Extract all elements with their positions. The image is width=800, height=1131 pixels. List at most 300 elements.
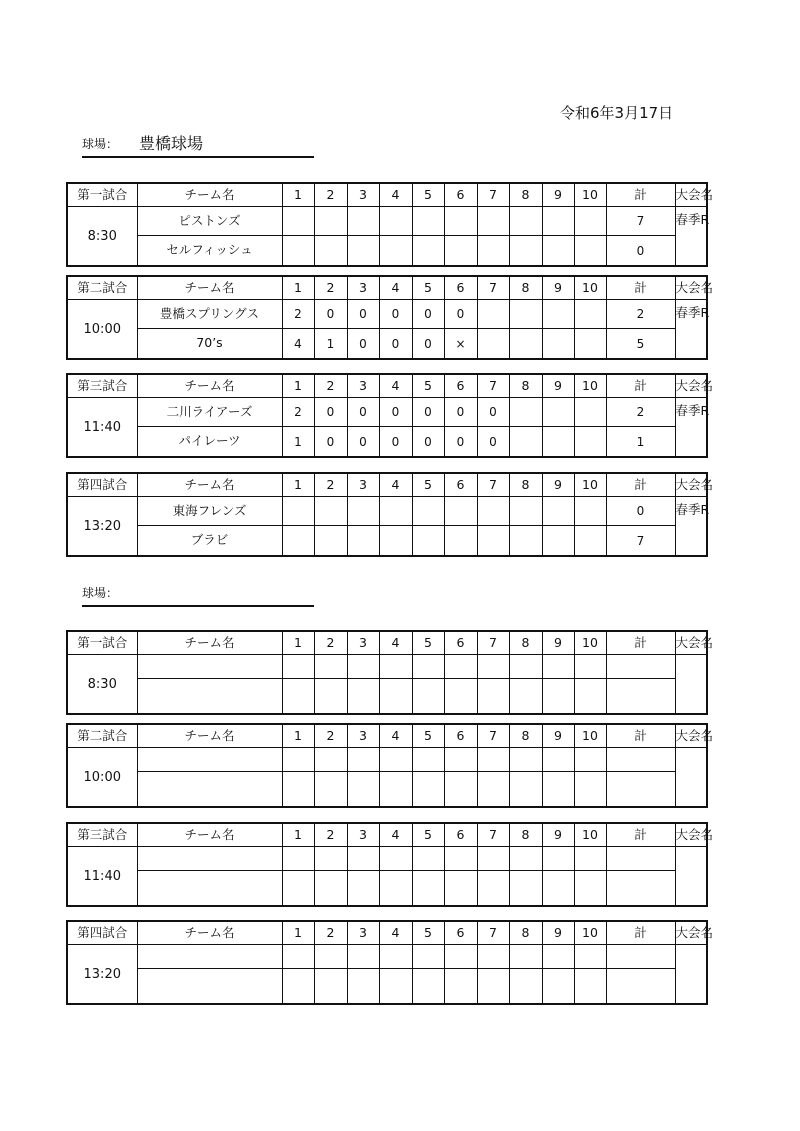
inning-score [542, 945, 574, 969]
team-row [67, 655, 707, 679]
inning-score [282, 655, 314, 679]
team-row [67, 847, 707, 871]
inning-score: 0 [347, 398, 379, 427]
inning-header: 7 [477, 473, 509, 497]
inning-score [574, 300, 606, 329]
inning-score [574, 497, 606, 526]
team-name: ピストンズ [137, 207, 282, 236]
inning-header: 5 [412, 183, 444, 207]
team-column-header: チーム名 [137, 183, 282, 207]
total-score: 7 [606, 526, 675, 556]
inning-score [574, 329, 606, 359]
inning-score [314, 968, 347, 1004]
inning-score [509, 771, 542, 807]
game-time: 8:30 [67, 207, 137, 267]
inning-score: 1 [282, 427, 314, 457]
game-number: 第一試合 [67, 631, 137, 655]
inning-header: 2 [314, 724, 347, 748]
inning-header: 2 [314, 183, 347, 207]
team-row [67, 945, 707, 969]
inning-score [574, 945, 606, 969]
total-score [606, 870, 675, 906]
tournament-header: 大会名 [675, 823, 707, 847]
inning-score [509, 236, 542, 266]
inning-header: 5 [412, 724, 444, 748]
inning-score: 2 [282, 300, 314, 329]
inning-header: 6 [444, 276, 477, 300]
inning-score [347, 655, 379, 679]
inning-score [412, 847, 444, 871]
inning-header: 8 [509, 724, 542, 748]
total-header: 計 [606, 374, 675, 398]
inning-score [509, 427, 542, 457]
inning-score [542, 398, 574, 427]
inning-score [542, 329, 574, 359]
venue-2 [82, 583, 314, 607]
inning-header: 5 [412, 823, 444, 847]
team-row [67, 236, 707, 266]
inning-score [509, 207, 542, 236]
inning-score [542, 427, 574, 457]
inning-score: 0 [379, 427, 412, 457]
game-time: 13:20 [67, 945, 137, 1005]
inning-score [477, 870, 509, 906]
inning-score [379, 945, 412, 969]
inning-score: 1 [314, 329, 347, 359]
inning-score [314, 236, 347, 266]
tournament-header: 大会名 [675, 374, 707, 398]
inning-score [444, 771, 477, 807]
inning-score: 4 [282, 329, 314, 359]
inning-score [509, 870, 542, 906]
inning-header: 6 [444, 473, 477, 497]
header-row [67, 374, 707, 398]
total-header: 計 [606, 631, 675, 655]
inning-header: 7 [477, 631, 509, 655]
inning-header: 1 [282, 921, 314, 945]
scoreboard-table [66, 472, 714, 557]
game-time: 11:40 [67, 398, 137, 458]
team-column-header: チーム名 [137, 374, 282, 398]
inning-header: 6 [444, 183, 477, 207]
inning-score [379, 771, 412, 807]
team-name [137, 847, 282, 871]
inning-score: 0 [412, 427, 444, 457]
inning-score [509, 329, 542, 359]
inning-header: 5 [412, 921, 444, 945]
inning-score [509, 655, 542, 679]
inning-score [542, 526, 574, 556]
inning-header: 8 [509, 631, 542, 655]
inning-header: 1 [282, 374, 314, 398]
inning-header: 4 [379, 631, 412, 655]
inning-score [477, 207, 509, 236]
inning-header: 10 [574, 823, 606, 847]
inning-score [574, 748, 606, 772]
inning-score [347, 207, 379, 236]
game-time: 10:00 [67, 748, 137, 808]
inning-score [542, 655, 574, 679]
inning-score [282, 847, 314, 871]
game-time: 10:00 [67, 300, 137, 360]
inning-score [347, 526, 379, 556]
inning-score [379, 497, 412, 526]
inning-score [542, 497, 574, 526]
tournament-name [675, 847, 707, 907]
inning-header: 10 [574, 631, 606, 655]
inning-score [314, 870, 347, 906]
inning-score [314, 526, 347, 556]
inning-score [282, 236, 314, 266]
inning-header: 9 [542, 631, 574, 655]
inning-score [379, 655, 412, 679]
inning-score [477, 748, 509, 772]
scoreboard-table [66, 920, 714, 1005]
venue-1 [82, 134, 314, 158]
inning-score [444, 870, 477, 906]
tournament-header: 大会名 [675, 921, 707, 945]
inning-score [477, 968, 509, 1004]
inning-score [347, 678, 379, 714]
team-row [67, 526, 707, 556]
inning-score [412, 526, 444, 556]
inning-header: 6 [444, 374, 477, 398]
total-header: 計 [606, 473, 675, 497]
venue-label: 球場： [82, 586, 119, 600]
inning-score [477, 655, 509, 679]
inning-score [477, 329, 509, 359]
inning-header: 3 [347, 631, 379, 655]
inning-score [412, 678, 444, 714]
inning-header: 6 [444, 921, 477, 945]
inning-score [444, 847, 477, 871]
inning-score [282, 207, 314, 236]
game-number: 第二試合 [67, 276, 137, 300]
game-time: 11:40 [67, 847, 137, 907]
team-row [67, 497, 707, 526]
inning-header: 6 [444, 823, 477, 847]
inning-score [509, 847, 542, 871]
inning-header: 4 [379, 823, 412, 847]
total-header: 計 [606, 921, 675, 945]
game-number: 第二試合 [67, 724, 137, 748]
inning-header: 8 [509, 183, 542, 207]
team-name: 二川ライアーズ [137, 398, 282, 427]
team-name [137, 655, 282, 679]
team-name: 豊橋スプリングス [137, 300, 282, 329]
team-name [137, 945, 282, 969]
inning-score [444, 655, 477, 679]
tournament-name: 春季R [675, 300, 707, 360]
inning-header: 4 [379, 183, 412, 207]
inning-score [542, 968, 574, 1004]
inning-header: 3 [347, 473, 379, 497]
inning-score: 0 [444, 300, 477, 329]
inning-score [509, 526, 542, 556]
inning-score: 2 [282, 398, 314, 427]
venue-name: 豊橋球場 [139, 134, 204, 153]
header-row [67, 631, 707, 655]
inning-score [314, 497, 347, 526]
inning-header: 7 [477, 374, 509, 398]
total-score: 0 [606, 236, 675, 266]
inning-score [282, 497, 314, 526]
inning-score [412, 771, 444, 807]
inning-header: 3 [347, 823, 379, 847]
inning-header: 7 [477, 921, 509, 945]
total-score: 7 [606, 207, 675, 236]
inning-score [574, 678, 606, 714]
inning-score [314, 771, 347, 807]
team-name [137, 748, 282, 772]
inning-header: 3 [347, 374, 379, 398]
inning-header: 4 [379, 374, 412, 398]
tournament-name: 春季R [675, 398, 707, 458]
tournament-header: 大会名 [675, 631, 707, 655]
inning-score [379, 207, 412, 236]
team-column-header: チーム名 [137, 473, 282, 497]
team-name [137, 870, 282, 906]
total-header: 計 [606, 823, 675, 847]
inning-header: 1 [282, 276, 314, 300]
inning-score [347, 945, 379, 969]
team-column-header: チーム名 [137, 631, 282, 655]
inning-score [282, 945, 314, 969]
header-row [67, 724, 707, 748]
inning-score [379, 678, 412, 714]
inning-score [542, 678, 574, 714]
tournament-header: 大会名 [675, 276, 707, 300]
inning-header: 6 [444, 724, 477, 748]
inning-score [444, 497, 477, 526]
game-number: 第四試合 [67, 473, 137, 497]
team-column-header: チーム名 [137, 724, 282, 748]
game-number: 第三試合 [67, 374, 137, 398]
inning-score [477, 300, 509, 329]
inning-score [574, 655, 606, 679]
game-number: 第四試合 [67, 921, 137, 945]
inning-header: 1 [282, 473, 314, 497]
inning-score [347, 847, 379, 871]
tournament-header: 大会名 [675, 183, 707, 207]
inning-score [379, 847, 412, 871]
inning-header: 9 [542, 374, 574, 398]
inning-score [574, 398, 606, 427]
inning-header: 9 [542, 183, 574, 207]
inning-score [574, 526, 606, 556]
scoreboard-table [66, 723, 714, 808]
inning-score [379, 526, 412, 556]
inning-score [574, 968, 606, 1004]
inning-header: 10 [574, 183, 606, 207]
team-name: セルフィッシュ [137, 236, 282, 266]
inning-score [412, 748, 444, 772]
inning-score [542, 870, 574, 906]
inning-score: 0 [379, 300, 412, 329]
scoreboard-table [66, 275, 714, 360]
inning-score [347, 968, 379, 1004]
inning-score: 0 [379, 329, 412, 359]
total-score [606, 771, 675, 807]
inning-header: 1 [282, 631, 314, 655]
game-number: 第三試合 [67, 823, 137, 847]
inning-score [314, 847, 347, 871]
inning-score [477, 847, 509, 871]
total-score [606, 655, 675, 679]
team-name: 東海フレンズ [137, 497, 282, 526]
inning-header: 5 [412, 473, 444, 497]
date-label: 令和6年3月17日 [560, 104, 674, 122]
game-number: 第一試合 [67, 183, 137, 207]
inning-score [574, 207, 606, 236]
inning-score [347, 771, 379, 807]
inning-header: 5 [412, 276, 444, 300]
inning-header: 6 [444, 631, 477, 655]
inning-score [542, 207, 574, 236]
inning-score: 0 [347, 329, 379, 359]
inning-score [347, 497, 379, 526]
inning-header: 1 [282, 183, 314, 207]
team-row [67, 968, 707, 1004]
tournament-header: 大会名 [675, 473, 707, 497]
inning-score [314, 945, 347, 969]
tournament-header: 大会名 [675, 724, 707, 748]
inning-header: 1 [282, 823, 314, 847]
team-name [137, 968, 282, 1004]
inning-score [282, 748, 314, 772]
inning-score: 0 [314, 300, 347, 329]
inning-score [412, 945, 444, 969]
inning-score [509, 945, 542, 969]
scoreboard-table [66, 182, 714, 267]
inning-header: 9 [542, 823, 574, 847]
inning-score: 0 [347, 300, 379, 329]
scoreboard-table [66, 373, 714, 458]
inning-score [444, 748, 477, 772]
inning-header: 8 [509, 473, 542, 497]
inning-score [477, 497, 509, 526]
team-row [67, 748, 707, 772]
inning-header: 3 [347, 724, 379, 748]
team-name [137, 771, 282, 807]
inning-score: × [444, 329, 477, 359]
total-score: 5 [606, 329, 675, 359]
inning-score: 0 [379, 398, 412, 427]
game-time: 8:30 [67, 655, 137, 715]
inning-header: 9 [542, 473, 574, 497]
inning-score [282, 771, 314, 807]
inning-score [477, 945, 509, 969]
team-name: ブラビ [137, 526, 282, 556]
inning-score: 0 [477, 427, 509, 457]
total-header: 計 [606, 276, 675, 300]
inning-score [347, 236, 379, 266]
inning-header: 10 [574, 473, 606, 497]
scoreboard-table [66, 822, 714, 907]
inning-header: 7 [477, 724, 509, 748]
inning-score: 0 [412, 398, 444, 427]
team-row [67, 398, 707, 427]
inning-score: 0 [444, 398, 477, 427]
inning-score [574, 847, 606, 871]
total-score: 0 [606, 497, 675, 526]
inning-score [412, 968, 444, 1004]
inning-score [412, 207, 444, 236]
tournament-name [675, 748, 707, 808]
inning-score [509, 678, 542, 714]
team-name [137, 678, 282, 714]
inning-score [477, 678, 509, 714]
total-score: 2 [606, 398, 675, 427]
header-row [67, 183, 707, 207]
inning-score [509, 398, 542, 427]
inning-header: 3 [347, 921, 379, 945]
header-row [67, 823, 707, 847]
tournament-name [675, 655, 707, 715]
inning-score [574, 870, 606, 906]
total-score [606, 748, 675, 772]
team-name: パイレーツ [137, 427, 282, 457]
total-score: 2 [606, 300, 675, 329]
inning-header: 10 [574, 276, 606, 300]
inning-score [509, 497, 542, 526]
inning-score [314, 207, 347, 236]
team-column-header: チーム名 [137, 823, 282, 847]
inning-score [412, 870, 444, 906]
team-column-header: チーム名 [137, 276, 282, 300]
inning-score [542, 748, 574, 772]
inning-score [412, 497, 444, 526]
inning-header: 10 [574, 724, 606, 748]
team-column-header: チーム名 [137, 921, 282, 945]
inning-score: 0 [477, 398, 509, 427]
team-row [67, 329, 707, 359]
total-header: 計 [606, 724, 675, 748]
inning-score [444, 236, 477, 266]
inning-score [379, 236, 412, 266]
inning-score [477, 526, 509, 556]
inning-score: 0 [347, 427, 379, 457]
inning-score [574, 236, 606, 266]
inning-header: 7 [477, 183, 509, 207]
inning-score: 0 [412, 300, 444, 329]
inning-header: 8 [509, 276, 542, 300]
inning-score [542, 847, 574, 871]
header-row [67, 473, 707, 497]
inning-header: 3 [347, 276, 379, 300]
inning-header: 2 [314, 823, 347, 847]
inning-header: 5 [412, 374, 444, 398]
inning-header: 10 [574, 374, 606, 398]
inning-score: 0 [314, 427, 347, 457]
inning-score: 0 [444, 427, 477, 457]
inning-score [379, 968, 412, 1004]
inning-score [542, 236, 574, 266]
inning-header: 2 [314, 473, 347, 497]
total-score: 1 [606, 427, 675, 457]
total-header: 計 [606, 183, 675, 207]
inning-score [347, 870, 379, 906]
inning-header: 2 [314, 276, 347, 300]
inning-header: 7 [477, 823, 509, 847]
inning-score [444, 207, 477, 236]
inning-score: 0 [412, 329, 444, 359]
inning-score [314, 655, 347, 679]
inning-header: 8 [509, 374, 542, 398]
inning-score [412, 655, 444, 679]
inning-score [477, 771, 509, 807]
inning-header: 9 [542, 921, 574, 945]
